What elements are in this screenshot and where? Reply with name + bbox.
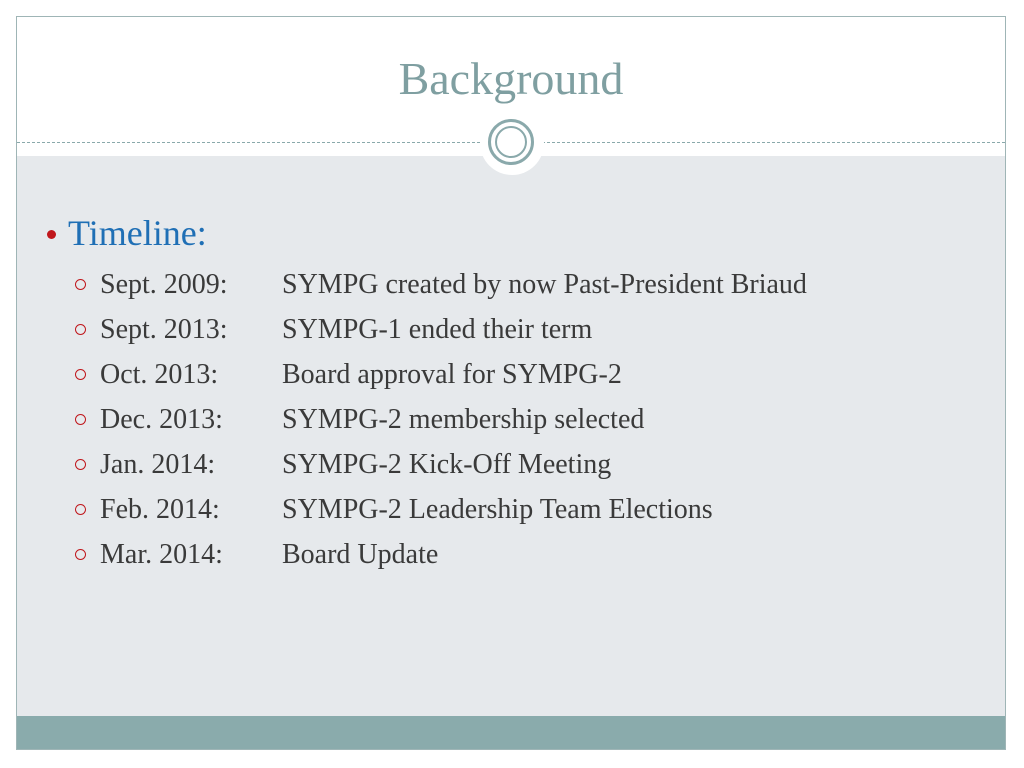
timeline-item: [75, 532, 807, 577]
timeline-description: Board Update: [282, 538, 439, 570]
hollow-circle-icon: [75, 279, 86, 290]
timeline-description: SYMPG-2 Kick-Off Meeting: [282, 448, 612, 480]
timeline-description: SYMPG-1 ended their term: [282, 313, 593, 345]
hollow-circle-icon: [75, 324, 86, 335]
timeline-list: [75, 262, 807, 577]
slide-title: Background: [398, 53, 624, 104]
timeline-date: Sept. 2013:: [100, 313, 228, 345]
timeline-item: [75, 307, 807, 352]
timeline-item: [75, 352, 807, 397]
hollow-circle-icon: [75, 414, 86, 425]
timeline-date: Jan. 2014:: [100, 448, 216, 480]
timeline-date: Feb. 2014:: [100, 493, 220, 525]
timeline-heading: [47, 212, 207, 254]
timeline-description: SYMPG created by now Past-President Briaud: [282, 268, 807, 300]
timeline-date: Mar. 2014:: [100, 538, 223, 570]
timeline-item: [75, 442, 807, 487]
hollow-circle-icon: [75, 459, 86, 470]
filled-circle-icon: [47, 230, 56, 239]
timeline-item: [75, 397, 807, 442]
hollow-circle-icon: [75, 549, 86, 560]
footer-band: [17, 716, 1005, 750]
hollow-circle-icon: [75, 369, 86, 380]
timeline-item: [75, 262, 807, 307]
ring-ornament-icon: [480, 111, 544, 175]
ornament-inner-ring: [495, 126, 527, 158]
slide-frame: [16, 16, 1006, 750]
timeline-heading-text: Timeline:: [68, 213, 207, 253]
ornament-outer-ring: [488, 119, 534, 165]
hollow-circle-icon: [75, 504, 86, 515]
timeline-item: [75, 487, 807, 532]
slide-content: [17, 156, 1005, 716]
timeline-date: Dec. 2013:: [100, 403, 223, 435]
timeline-date: Sept. 2009:: [100, 268, 228, 300]
timeline-description: SYMPG-2 Leadership Team Elections: [282, 493, 713, 525]
timeline-description: SYMPG-2 membership selected: [282, 403, 645, 435]
timeline-date: Oct. 2013:: [100, 358, 219, 390]
timeline-description: Board approval for SYMPG-2: [282, 358, 622, 390]
